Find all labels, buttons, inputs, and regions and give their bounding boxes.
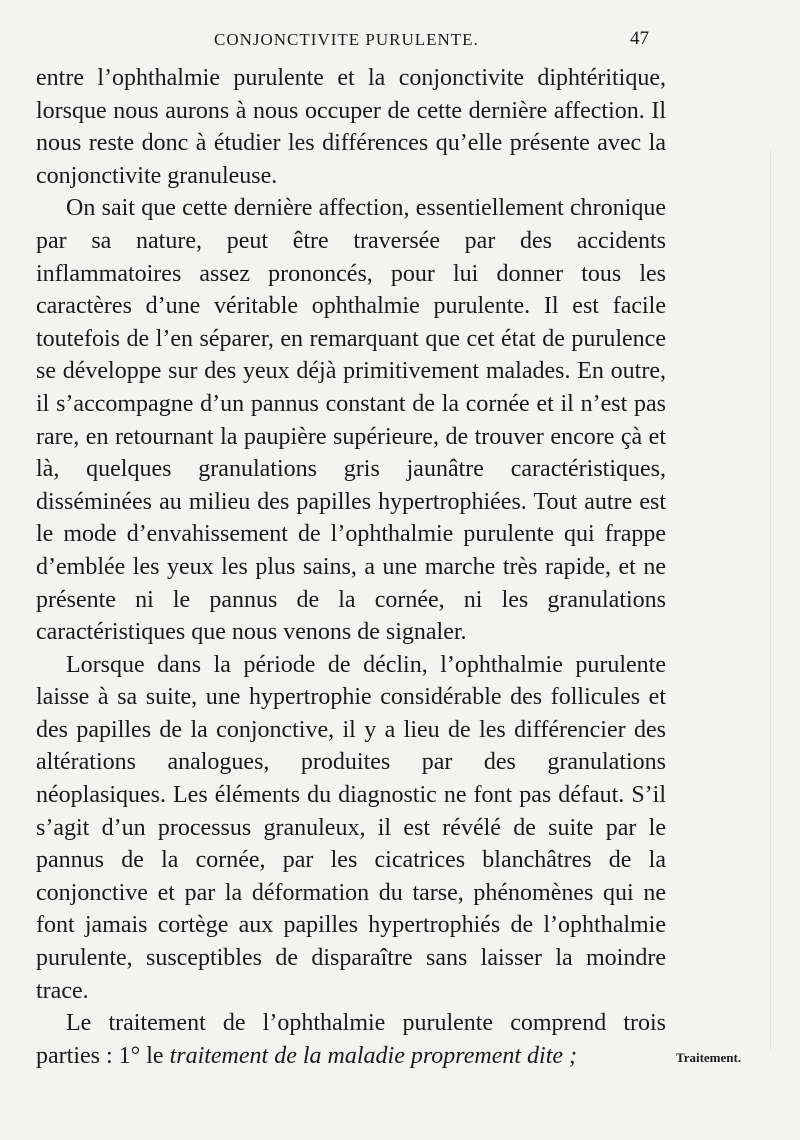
paragraph-4-text: Le traitement de l’ophthalmie purulente comprend trois parties : 1° le: [36, 1010, 666, 1069]
margin-note: Traitement.: [676, 1050, 742, 1065]
paragraph-4: [36, 1007, 666, 1072]
paragraph-1: entre l’ophthalmie purulente et la conjonctivite diphtéritique, lorsque nous aurons à nous occuper de cette dernière affection. Il nous reste donc à étudier les différences qu’elle présente avec la conjonctivite granuleuse.: [36, 65, 666, 189]
body-text: [36, 62, 666, 1072]
paragraph-3: Lorsque dans la période de déclin, l’ophthalmie purulente laisse à sa suite, une hypertrophie considérable des follicules et des papilles de la conjonctive, il y a lieu de les différencier des altérations analogues, produites par des granulations néoplasiques. Les éléments du diagnostic ne font pas défaut. S’il s’agit d’un processus granuleux, il est révélé de suite par le pannus de la cornée, par les cicatrices blanchâtres de la conjonctive et par la déformation du tarse, phénomènes qui ne font jamais cortège aux papilles hypertrophiés de l’ophthalmie purulente, susceptibles de disparaître sans laisser la moindre trace.: [36, 651, 666, 1004]
page-edge-shadow: [770, 150, 771, 1050]
page-number: 47: [630, 28, 649, 49]
paragraph-2: On sait que cette dernière affection, essentiellement chronique par sa nature, peut être traversée par des accidents inflammatoires assez prononcés, pour lui donner tous les caractères d’une véritable ophthalmie purulente. Il est facile toutefois de l’en séparer, en remarquant que cet état de purulence se développe sur des yeux déjà primitivement malades. En outre, il s’accompagne d’un pannus constant de la cornée et il n’est pas rare, en retournant la paupière supérieure, de trouver encore çà et là, quelques granulations gris jaunâtre caractéristiques, disséminées au milieu des papilles hypertrophiées. Tout autre est le mode d’envahissement de l’ophthalmie purulente qui frappe d’emblée les yeux les plus sains, a une marche très rapide, et ne présente ni le pannus de la cornée, ni les granulations caractéristiques que nous venons de signaler.: [36, 195, 666, 646]
paragraph-4-italic: traitement de la maladie proprement dite ;: [169, 1042, 578, 1069]
page-header: [0, 28, 800, 54]
running-title: CONJONCTIVITE PURULENTE.: [214, 30, 479, 49]
